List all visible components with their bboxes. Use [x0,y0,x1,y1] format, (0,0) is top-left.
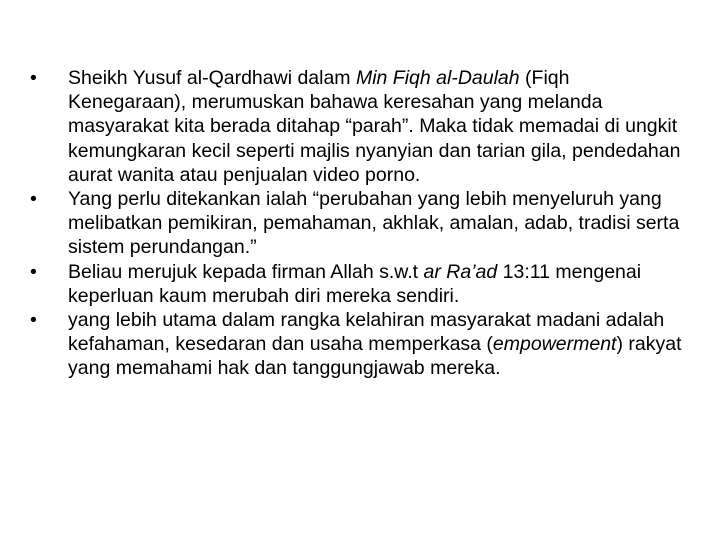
bullet-glyph: • [30,260,37,283]
bullet-glyph: • [30,188,37,211]
bullet-item [30,187,690,260]
text-segment: Beliau merujuk kepada firman Allah s.w.t [68,260,424,283]
bullet-text [68,260,690,308]
text-segment: yang lebih utama dalam rangka kelahiran masyarakat madani adalah kefahaman, kesedaran dan usaha memperkasa ( [68,309,665,356]
italic-text-segment: empowerment [492,333,617,356]
italic-text-segment: ar Ra’ad [423,260,498,283]
bullet-item [30,260,690,308]
bullet-item [30,308,690,381]
bullet-glyph: • [30,309,37,332]
bullet-glyph: • [30,67,37,89]
bullet-item [30,66,690,187]
text-segment: ) rakyat yang memahami hak dan tanggungjawab mereka. [68,333,682,380]
bullet-text [68,187,690,260]
text-segment: Yang perlu ditekankan ialah “perubahan yang lebih menyeluruh yang melibatkan pemikiran, pemahaman, akhlak, amalan, adab, tradisi serta sistem perundangan.” [68,188,680,259]
italic-text-segment: Min Fiqh al-Daulah [355,67,520,89]
text-segment: (Fiqh Kenegaraan), merumuskan bahawa keresahan yang melanda masyarakat kita berada ditahap “parah”. Maka tidak memadai di ungkit kemungkaran kecil seperti majlis nyanyian dan tarian gila, pendedahan aurat wanita atau penjualan video porno. [68,67,681,186]
bullet-list [30,66,690,381]
bullet-text [68,66,690,187]
text-segment: Sheikh Yusuf al-Qardhawi dalam [68,67,356,89]
text-segment: 13:11 mengenai keperluan kaum merubah diri mereka sendiri. [68,260,642,307]
bullet-text [68,308,690,381]
